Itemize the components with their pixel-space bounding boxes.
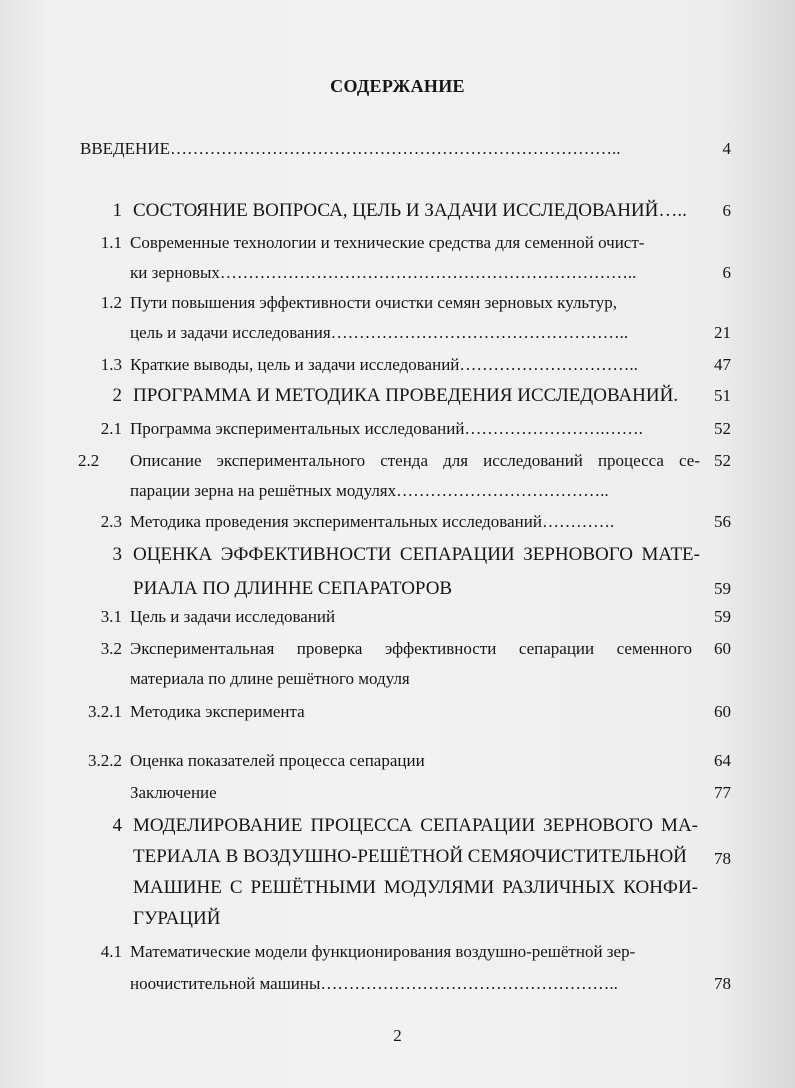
- toc-entry-page: 47: [714, 355, 731, 374]
- toc-entry-text: Цель и задачи исследований: [130, 607, 336, 626]
- toc-entry-page: 77: [714, 783, 731, 802]
- toc-entry-page: 6: [722, 201, 731, 220]
- toc-entry-text: Заключение: [130, 783, 217, 802]
- toc-entry-text: ОЦЕНКА ЭФФЕКТИВНОСТИ СЕПАРАЦИИ ЗЕРНОВОГО МАТЕ- РИАЛА ПО ДЛИННЕ СЕПАРАТОРОВ: [133, 544, 700, 599]
- toc-entry-page: 60: [714, 639, 731, 658]
- toc-entry-number: 3.1: [100, 607, 122, 626]
- toc-entry-page: 52: [714, 419, 731, 438]
- toc-entry-page: 51: [714, 386, 731, 405]
- toc-entry-number: 3.2.1: [88, 702, 122, 721]
- toc-entry-text: Краткие выводы, цель и задачи исследований…………………………..: [130, 355, 638, 374]
- toc-entry-number: 1: [112, 200, 122, 221]
- toc-entry-text: Оценка показателей процесса сепарации: [130, 751, 425, 770]
- toc-entry-text: Методика эксперимента: [130, 702, 305, 721]
- toc-entry-page: 6: [722, 263, 731, 282]
- toc-entry-text: Программа экспериментальных исследований…………………….…….: [130, 419, 643, 438]
- toc-entry-number: 2.3: [100, 512, 122, 531]
- toc-entry-number: 4: [112, 815, 122, 836]
- toc-entry-page: 59: [714, 579, 731, 598]
- toc-entry-number: 3: [112, 544, 122, 565]
- toc-entry-text: Современные технологии и технические средства для семенной очист- ки зерновых………………………………………………………………..: [130, 233, 645, 282]
- toc-entry-number: 1.2: [100, 293, 122, 312]
- toc-entry-page: 59: [714, 607, 731, 626]
- toc-entry-text: Методика проведения экспериментальных исследований………….: [130, 512, 615, 531]
- toc-entry-number: 2: [112, 385, 122, 406]
- toc-entry-text: СОСТОЯНИЕ ВОПРОСА, ЦЕЛЬ И ЗАДАЧИ ИССЛЕДОВАНИЙ…..: [133, 200, 687, 221]
- toc-entry-text: ВВЕДЕНИЕ……………………………………………………………………..: [80, 139, 621, 158]
- toc-entry-number: 3.2.2: [88, 751, 122, 770]
- toc-title: СОДЕРЖАНИЕ: [330, 76, 465, 96]
- toc-entry-number: 1.1: [100, 233, 122, 252]
- toc-entry-number: 1.3: [100, 355, 122, 374]
- toc-entry-text: МОДЕЛИРОВАНИЕ ПРОЦЕССА СЕПАРАЦИИ ЗЕРНОВОГО МА- ТЕРИАЛА В ВОЗДУШНО-РЕШЁТНОЙ СЕМЯОЧИСТИТЕЛЬНОЙ МАШИНЕ С РЕШЁТНЫМИ МОДУЛЯМИ РАЗЛИЧНЫХ КОНФИ- ГУРАЦИЙ: [133, 815, 698, 929]
- toc-entry-number: 3.2: [100, 639, 122, 658]
- toc-entry-text: Пути повышения эффективности очистки семян зерновых культур, цель и задачи исследования……………………………………………..: [130, 293, 629, 342]
- toc-entry-page: 60: [714, 702, 731, 721]
- toc-entry-page: 64: [714, 751, 731, 770]
- toc-entry-page: 56: [714, 512, 731, 531]
- toc-entry-page: 52: [714, 451, 731, 470]
- toc-entry-text: ПРОГРАММА И МЕТОДИКА ПРОВЕДЕНИЯ ИССЛЕДОВАНИЙ.: [133, 385, 679, 406]
- toc-entry-page: 78: [714, 974, 731, 993]
- toc-entry-text: Описание экспериментального стенда для исследований процесса се- парации зерна на решётных модулях………………………………..: [130, 451, 700, 500]
- toc-entry-number: 2.1: [100, 419, 122, 438]
- toc-entry-number: 2.2: [78, 451, 100, 470]
- toc-entry-page: 21: [714, 323, 731, 342]
- toc-entry-page: 4: [722, 139, 731, 158]
- toc-entry-text: Математические модели функционирования воздушно-решётной зер- ноочистительной машины……………………………………………..: [130, 942, 636, 993]
- page-number: 2: [393, 1026, 402, 1045]
- toc-entry-text: Экспериментальная проверка эффективности сепарации семенного материала по длине решётного модуля: [130, 639, 692, 688]
- toc-entry-page: 78: [714, 849, 731, 868]
- toc-entry-number: 4.1: [100, 942, 122, 961]
